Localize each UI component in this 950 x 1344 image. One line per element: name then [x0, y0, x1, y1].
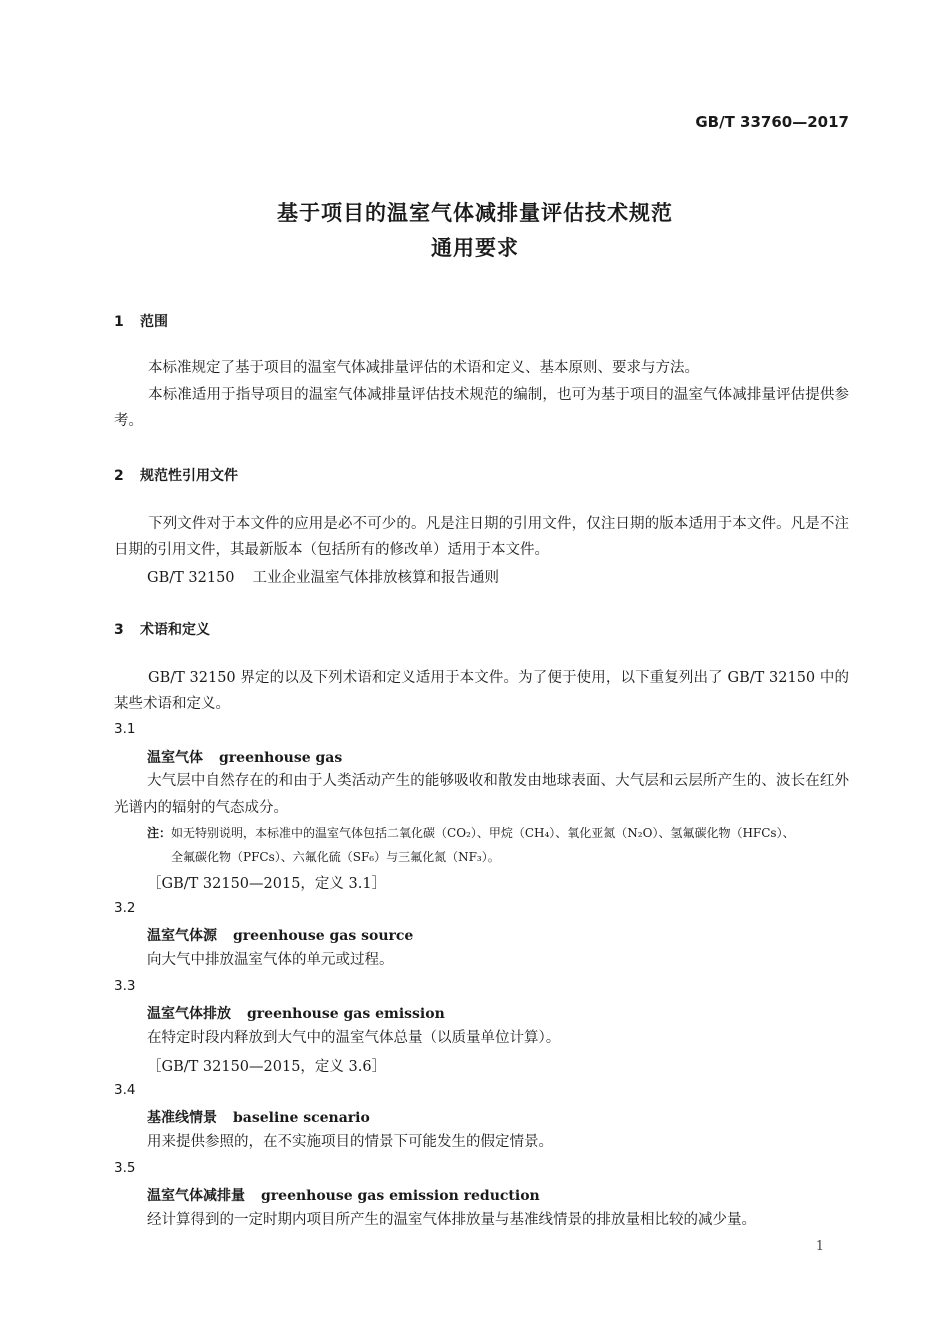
term-source: ［GB/T 32150—2015，定义 3.6］ [147, 1059, 387, 1075]
term-definition: 用来提供参照的，在不实施项目的情景下可能发生的假定情景。 [147, 1134, 553, 1150]
term-definition: 经计算得到的一定时期内项目所产生的温室气体排放量与基准线情景的排放量相比较的减少量。 [147, 1212, 756, 1228]
term-definition: 向大气中排放温室气体的单元或过程。 [147, 952, 394, 968]
standard-code: GB/T 33760—2017 [695, 113, 849, 131]
paragraph-text: 下列文件对于本文件的应用是必不可少的。凡是注日期的引用文件，仅注日期的版本适用于本文件。凡是不注日期的引用文件，其最新版本（包括所有的修改单）适用于本文件。 [114, 516, 849, 558]
note-text-continued: 全氟碳化物（PFCs）、六氟化硫（SF₆）与三氟化氮（NF₃）。 [171, 850, 500, 864]
term-note [147, 821, 850, 869]
normative-refs-paragraph [114, 511, 849, 563]
section-title: 范围 [140, 314, 168, 330]
section-1-heading [114, 311, 168, 331]
term-heading [147, 925, 413, 945]
term-en: greenhouse gas source [233, 928, 414, 944]
section-number: 3 [114, 622, 124, 638]
term-definition: 在特定时段内释放到大气中的温室气体总量（以质量单位计算）。 [147, 1030, 561, 1046]
term-heading [147, 747, 342, 767]
term-heading [147, 1107, 370, 1127]
term-number: 3.5 [114, 1160, 136, 1176]
term-en: greenhouse gas emission reduction [261, 1188, 540, 1204]
term-en: baseline scenario [233, 1110, 370, 1126]
scope-paragraph-2 [114, 382, 849, 434]
term-number: 3.1 [114, 721, 136, 737]
paragraph-text: GB/T 32150 界定的以及下列术语和定义适用于本文件。为了便于使用，以下重复列出了 GB/T 32150 中的某些术语和定义。 [114, 670, 849, 712]
page-number: 1 [815, 1239, 824, 1254]
term-definition: 大气层中自然存在的和由于人类活动产生的能够吸收和散发由地球表面、大气层和云层所产生的、波长在红外光谱内的辐射的气态成分。 [114, 773, 849, 816]
paragraph-text: 本标准适用于指导项目的温室气体减排量评估技术规范的编制，也可为基于项目的温室气体减排量评估提供参考。 [114, 387, 849, 429]
scope-paragraph-1 [114, 355, 849, 381]
term-zh: 温室气体源 [147, 928, 217, 944]
term-zh: 基准线情景 [147, 1110, 217, 1126]
term-zh: 温室气体排放 [147, 1006, 231, 1022]
normative-ref-item [147, 566, 499, 587]
term-number: 3.3 [114, 978, 136, 994]
section-2-heading [114, 465, 238, 485]
section-number: 2 [114, 468, 124, 484]
term-number: 3.4 [114, 1082, 136, 1098]
terms-intro-paragraph [114, 665, 849, 717]
term-number: 3.2 [114, 900, 136, 916]
note-text: 如无特别说明，本标准中的温室气体包括二氧化碳（CO₂）、甲烷（CH₄）、氧化亚氮（N₂O）、氢氟碳化物（HFCs）、 [171, 826, 795, 840]
section-title: 术语和定义 [140, 622, 210, 638]
section-3-heading [114, 619, 210, 639]
term-heading [147, 1185, 540, 1205]
document-subtitle: 通用要求 [431, 236, 519, 260]
paragraph-text: 本标准规定了基于项目的温室气体减排量评估的术语和定义、基本原则、要求与方法。 [148, 360, 699, 376]
term-zh: 温室气体 [147, 750, 203, 766]
term-zh: 温室气体减排量 [147, 1188, 245, 1204]
term-heading [147, 1003, 445, 1023]
note-label: 注： [147, 826, 172, 840]
ref-title: 工业企业温室气体排放核算和报告通则 [252, 570, 500, 586]
term-en: greenhouse gas [219, 750, 343, 766]
document-title: 基于项目的温室气体减排量评估技术规范 [277, 201, 673, 225]
section-number: 1 [114, 314, 124, 330]
ref-code: GB/T 32150 [147, 570, 235, 586]
section-title: 规范性引用文件 [140, 468, 238, 484]
term-en: greenhouse gas emission [247, 1006, 445, 1022]
term-source: ［GB/T 32150—2015，定义 3.1］ [147, 876, 387, 892]
